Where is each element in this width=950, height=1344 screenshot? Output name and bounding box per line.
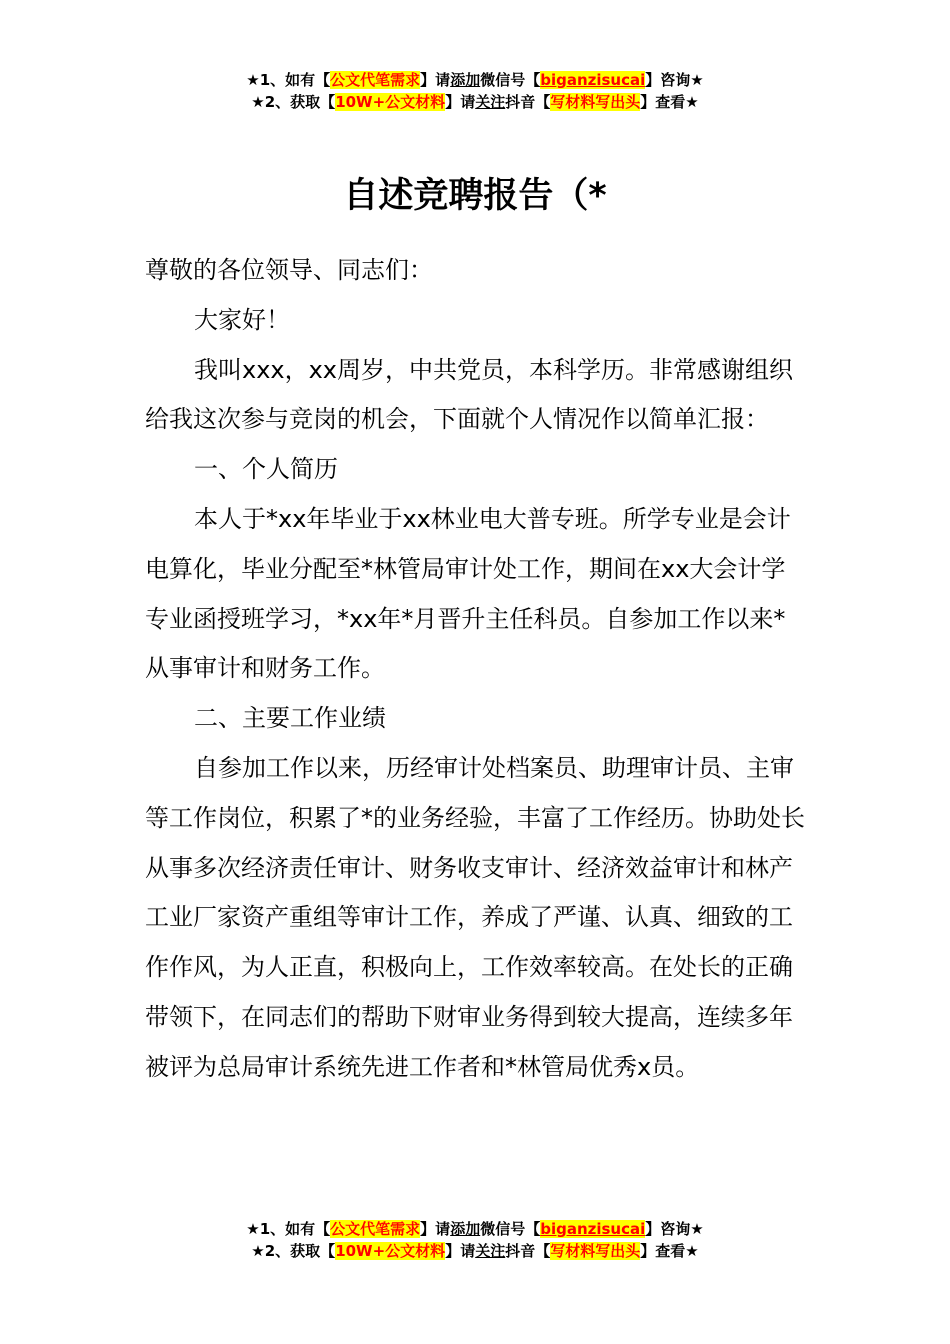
promo-text: 】查看★ — [640, 1242, 699, 1260]
promo-highlight: 10W+公文材料 — [335, 93, 446, 111]
promo-text: 抖音【 — [505, 1242, 551, 1260]
promo-line-1 — [0, 1218, 950, 1240]
promo-text: 】查看★ — [640, 93, 699, 111]
promo-text: 微信号【 — [480, 71, 541, 89]
promo-line-2 — [0, 1240, 950, 1262]
section-heading-resume: 一、个人简历 — [194, 455, 338, 484]
promo-text: ★2、获取【 — [251, 93, 336, 111]
promo-text: ★2、获取【 — [251, 1242, 336, 1260]
footer-promo — [0, 1218, 950, 1262]
salutation: 尊敬的各位领导、同志们： — [145, 256, 433, 284]
promo-text: ★1、如有【 — [246, 1220, 331, 1238]
promo-underlined: 添加 — [450, 71, 481, 89]
promo-text: ★1、如有【 — [246, 71, 331, 89]
promo-text: 抖音【 — [505, 93, 551, 111]
promo-text: 】请 — [420, 1220, 451, 1238]
promo-highlight: 公文代笔需求 — [330, 1220, 421, 1238]
promo-underlined: 添加 — [450, 1220, 481, 1238]
wechat-id: biganzisucai — [540, 71, 646, 89]
document-title: 自述竞聘报告（* — [343, 176, 607, 216]
promo-text: 】咨询★ — [645, 71, 704, 89]
promo-text: 】咨询★ — [645, 1220, 704, 1238]
promo-text: 】请 — [420, 71, 451, 89]
promo-highlight: 公文代笔需求 — [330, 71, 421, 89]
achievements-paragraph: 自参加工作以来，历经审计处档案员、助理审计员、主审等工作岗位，积累了*的业务经验，丰富了工作经历。协助处长从事多次经济责任审计、财务收支审计、经济效益审计和林产工业厂家资产重组等审计工作，养成了严谨、认真、细致的工作作风，为人正直，积极向上，工作效率较高。在处长的正确带领下，在同志们的帮助下财审业务得到较大提高，连续多年被评为总局审计系统先进工作者和*林管局优秀x员。 — [145, 753, 805, 1081]
header-promo — [0, 69, 950, 113]
document-body — [145, 246, 805, 1093]
douyin-account: 写材料写出头 — [550, 93, 641, 111]
promo-underlined: 关注 — [475, 93, 506, 111]
promo-highlight: 10W+公文材料 — [335, 1242, 446, 1260]
promo-text: 微信号【 — [480, 1220, 541, 1238]
wechat-id: biganzisucai — [540, 1220, 646, 1238]
promo-underlined: 关注 — [475, 1242, 506, 1260]
promo-text: 】请 — [445, 1242, 476, 1260]
promo-line-2 — [0, 91, 950, 113]
promo-line-1 — [0, 69, 950, 91]
douyin-account: 写材料写出头 — [550, 1242, 641, 1260]
promo-text: 】请 — [445, 93, 476, 111]
greeting: 大家好！ — [194, 305, 290, 334]
intro-paragraph: 我叫xxx，xx周岁，中共党员，本科学历。非常感谢组织给我这次参与竞岗的机会，下面就个人情况作以简单汇报： — [145, 355, 794, 434]
section-heading-achievements: 二、主要工作业绩 — [194, 704, 386, 733]
resume-paragraph: 本人于*xx年毕业于xx林业电大普专班。所学专业是会计电算化，毕业分配至*林管局审计处工作，期间在xx大会计学专业函授班学习，*xx年*月晋升主任科员。自参加工作以来*从事审计和财务工作。 — [145, 504, 791, 683]
